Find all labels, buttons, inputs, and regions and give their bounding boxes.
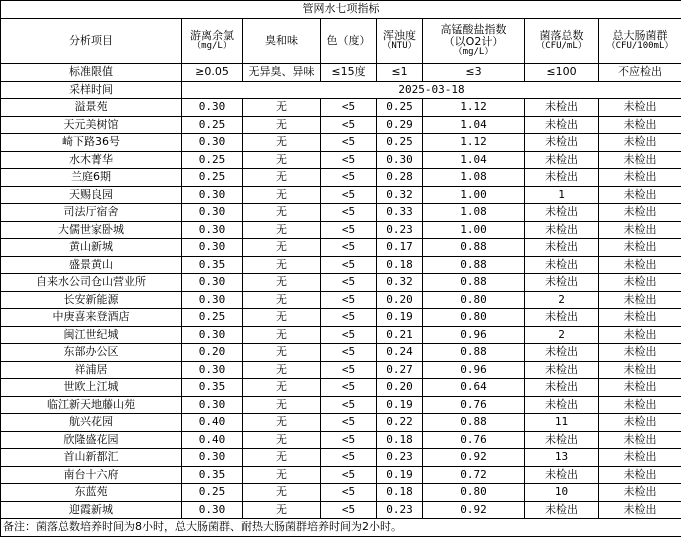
header-item: 分析项目 [1,19,182,64]
cod-value: 0.92 [423,449,525,467]
header-cod-sub: （以O2计） [443,35,504,49]
odor-value: 无 [243,116,321,134]
colony-value: 未检出 [525,379,599,397]
site-name: 东蓝苑 [1,484,182,502]
standard-chlorine: ≥0.05 [182,64,243,82]
coliform-value: 未检出 [599,484,681,502]
cod-value: 0.88 [423,414,525,432]
odor-value: 无 [243,501,321,519]
table-row [1,169,681,187]
turbidity-value: 0.23 [377,501,423,519]
turbidity-value: 0.33 [377,204,423,222]
standard-row [1,64,681,82]
colony-value: 未检出 [525,466,599,484]
site-name: 兰庭6期 [1,169,182,187]
site-name: 航兴花园 [1,414,182,432]
site-name: 东部办公区 [1,344,182,362]
chlorine-value: 0.25 [182,309,243,327]
coliform-value: 未检出 [599,361,681,379]
title-row [1,1,681,19]
cod-value: 0.88 [423,256,525,274]
table-row [1,449,681,467]
turbidity-value: 0.25 [377,134,423,152]
cod-value: 0.64 [423,379,525,397]
site-name: 欣隆盛花园 [1,431,182,449]
chlorine-value: 0.30 [182,221,243,239]
color-value: <5 [321,151,377,169]
turbidity-value: 0.21 [377,326,423,344]
colony-value: 未检出 [525,396,599,414]
odor-value: 无 [243,134,321,152]
color-value: <5 [321,326,377,344]
turbidity-value: 0.30 [377,151,423,169]
chlorine-value: 0.35 [182,466,243,484]
colony-value: 1 [525,186,599,204]
site-name: 盛景黄山 [1,256,182,274]
cod-value: 0.76 [423,396,525,414]
odor-value: 无 [243,291,321,309]
odor-value: 无 [243,466,321,484]
chlorine-value: 0.30 [182,326,243,344]
table-row [1,239,681,257]
table-row [1,361,681,379]
colony-value: 未检出 [525,221,599,239]
color-value: <5 [321,134,377,152]
odor-value: 无 [243,379,321,397]
coliform-value: 未检出 [599,204,681,222]
coliform-value: 未检出 [599,344,681,362]
turbidity-value: 0.32 [377,186,423,204]
table-row [1,379,681,397]
coliform-value: 未检出 [599,379,681,397]
chlorine-value: 0.30 [182,449,243,467]
chlorine-value: 0.30 [182,361,243,379]
odor-value: 无 [243,431,321,449]
colony-value: 2 [525,326,599,344]
table-note: 备注：菌落总数培养时间为8小时，总大肠菌群、耐热大肠菌群培养时间为2小时。 [1,519,681,537]
standard-turbidity: ≤1 [377,64,423,82]
site-name: 闽江世纪城 [1,326,182,344]
chlorine-value: 0.30 [182,99,243,117]
standard-coliform: 不应检出 [599,64,681,82]
cod-value: 1.12 [423,99,525,117]
chlorine-value: 0.30 [182,239,243,257]
colony-value: 未检出 [525,501,599,519]
sampling-label: 采样时间 [1,82,182,99]
table-row [1,99,681,117]
color-value: <5 [321,449,377,467]
coliform-value: 未检出 [599,466,681,484]
colony-value: 未检出 [525,344,599,362]
colony-value: 未检出 [525,256,599,274]
site-name: 水木菁华 [1,151,182,169]
cod-value: 0.80 [423,484,525,502]
coliform-value: 未检出 [599,309,681,327]
coliform-value: 未检出 [599,501,681,519]
colony-value: 13 [525,449,599,467]
header-coliform [599,19,681,64]
cod-value: 0.72 [423,466,525,484]
turbidity-value: 0.23 [377,449,423,467]
turbidity-value: 0.19 [377,309,423,327]
table-row [1,484,681,502]
odor-value: 无 [243,239,321,257]
turbidity-value: 0.24 [377,344,423,362]
header-chlorine-unit: （mg/L） [192,41,232,52]
table-row [1,274,681,292]
turbidity-value: 0.20 [377,379,423,397]
chlorine-value: 0.30 [182,501,243,519]
color-value: <5 [321,221,377,239]
coliform-value: 未检出 [599,239,681,257]
coliform-value: 未检出 [599,291,681,309]
header-colony-name: 菌落总数 [539,29,584,42]
site-name: 自来水公司仓山营业所 [1,274,182,292]
note-row [1,519,681,537]
coliform-value: 未检出 [599,99,681,117]
colony-value: 2 [525,291,599,309]
turbidity-value: 0.18 [377,431,423,449]
turbidity-value: 0.18 [377,256,423,274]
chlorine-value: 0.30 [182,291,243,309]
table-row [1,396,681,414]
color-value: <5 [321,239,377,257]
turbidity-value: 0.20 [377,291,423,309]
odor-value: 无 [243,449,321,467]
colony-value: 未检出 [525,361,599,379]
colony-value: 11 [525,414,599,432]
color-value: <5 [321,99,377,117]
colony-value: 未检出 [525,169,599,187]
header-turbidity-unit: （NTU） [382,41,417,52]
colony-value: 未检出 [525,134,599,152]
table-row [1,309,681,327]
header-color: 色（度） [321,19,377,64]
turbidity-value: 0.25 [377,99,423,117]
table-row [1,431,681,449]
site-name: 天元美树馆 [1,116,182,134]
colony-value: 未检出 [525,116,599,134]
chlorine-value: 0.25 [182,151,243,169]
header-colony-unit: （CFU/mL） [536,41,587,52]
table-row [1,151,681,169]
color-value: <5 [321,379,377,397]
sampling-date: 2025-03-18 [182,82,681,99]
chlorine-value: 0.25 [182,169,243,187]
coliform-value: 未检出 [599,414,681,432]
colony-value: 未检出 [525,204,599,222]
chlorine-value: 0.35 [182,256,243,274]
header-colony [525,19,599,64]
color-value: <5 [321,186,377,204]
cod-value: 0.88 [423,344,525,362]
site-name: 临江新天地藤山苑 [1,396,182,414]
cod-value: 0.76 [423,431,525,449]
chlorine-value: 0.25 [182,484,243,502]
cod-value: 0.80 [423,291,525,309]
cod-value: 1.08 [423,204,525,222]
site-name: 大儒世家卧城 [1,221,182,239]
color-value: <5 [321,501,377,519]
odor-value: 无 [243,169,321,187]
turbidity-value: 0.22 [377,414,423,432]
cod-value: 0.92 [423,501,525,519]
cod-value: 0.96 [423,326,525,344]
table-row [1,501,681,519]
odor-value: 无 [243,484,321,502]
turbidity-value: 0.28 [377,169,423,187]
site-name: 司法厅宿舍 [1,204,182,222]
header-chlorine-name: 游离余氯 [190,29,234,42]
chlorine-value: 0.30 [182,274,243,292]
site-name: 溢景苑 [1,99,182,117]
table-row [1,186,681,204]
cod-value: 0.88 [423,274,525,292]
standard-colony: ≤100 [525,64,599,82]
standard-odor: 无异臭、异味 [243,64,321,82]
standard-color: ≤15度 [321,64,377,82]
header-turbidity [377,19,423,64]
site-name: 长安新能源 [1,291,182,309]
color-value: <5 [321,274,377,292]
table-title: 管网水七项指标 [1,1,681,19]
odor-value: 无 [243,256,321,274]
turbidity-value: 0.19 [377,466,423,484]
chlorine-value: 0.40 [182,414,243,432]
cod-value: 1.04 [423,116,525,134]
coliform-value: 未检出 [599,169,681,187]
table-row [1,466,681,484]
coliform-value: 未检出 [599,449,681,467]
odor-value: 无 [243,204,321,222]
header-coliform-unit: （CFU/100mL） [606,41,674,52]
table-row [1,414,681,432]
standard-label: 标准限值 [1,64,182,82]
odor-value: 无 [243,344,321,362]
color-value: <5 [321,431,377,449]
odor-value: 无 [243,274,321,292]
cod-value: 1.00 [423,221,525,239]
color-value: <5 [321,414,377,432]
coliform-value: 未检出 [599,431,681,449]
site-name: 迎霞新城 [1,501,182,519]
chlorine-value: 0.35 [182,379,243,397]
color-value: <5 [321,344,377,362]
coliform-value: 未检出 [599,326,681,344]
turbidity-value: 0.29 [377,116,423,134]
table-row [1,256,681,274]
color-value: <5 [321,169,377,187]
table-row [1,204,681,222]
odor-value: 无 [243,309,321,327]
odor-value: 无 [243,151,321,169]
turbidity-value: 0.32 [377,274,423,292]
colony-value: 未检出 [525,99,599,117]
site-name: 黄山新城 [1,239,182,257]
colony-value: 未检出 [525,151,599,169]
chlorine-value: 0.40 [182,431,243,449]
chlorine-value: 0.30 [182,204,243,222]
coliform-value: 未检出 [599,186,681,204]
chlorine-value: 0.30 [182,396,243,414]
coliform-value: 未检出 [599,256,681,274]
table-row [1,116,681,134]
header-cod [423,19,525,64]
header-chlorine [182,19,243,64]
site-name: 首山新都汇 [1,449,182,467]
site-name: 天赐良园 [1,186,182,204]
header-odor: 臭和味 [243,19,321,64]
coliform-value: 未检出 [599,134,681,152]
coliform-value: 未检出 [599,396,681,414]
cod-value: 0.88 [423,239,525,257]
site-name: 祥浦居 [1,361,182,379]
colony-value: 10 [525,484,599,502]
turbidity-value: 0.17 [377,239,423,257]
header-turbidity-name: 浑浊度 [383,29,416,42]
odor-value: 无 [243,221,321,239]
color-value: <5 [321,291,377,309]
table-row [1,134,681,152]
odor-value: 无 [243,361,321,379]
header-coliform-name: 总大肠菌群 [612,29,668,42]
site-name: 南台十六府 [1,466,182,484]
cod-value: 0.80 [423,309,525,327]
colony-value: 未检出 [525,309,599,327]
coliform-value: 未检出 [599,151,681,169]
cod-value: 1.12 [423,134,525,152]
color-value: <5 [321,361,377,379]
color-value: <5 [321,204,377,222]
site-name: 中庚喜来登酒店 [1,309,182,327]
color-value: <5 [321,309,377,327]
table-row [1,344,681,362]
header-cod-unit: （mg/L） [453,47,494,58]
sampling-row [1,82,681,99]
odor-value: 无 [243,414,321,432]
site-name: 世欧上江城 [1,379,182,397]
odor-value: 无 [243,326,321,344]
header-row [1,19,681,64]
standard-cod: ≤3 [423,64,525,82]
colony-value: 未检出 [525,431,599,449]
turbidity-value: 0.19 [377,396,423,414]
color-value: <5 [321,116,377,134]
table-row [1,291,681,309]
coliform-value: 未检出 [599,116,681,134]
odor-value: 无 [243,396,321,414]
turbidity-value: 0.23 [377,221,423,239]
cod-value: 1.00 [423,186,525,204]
color-value: <5 [321,484,377,502]
turbidity-value: 0.27 [377,361,423,379]
colony-value: 未检出 [525,239,599,257]
header-cod-name: 高锰酸盐指数 [440,22,507,36]
site-name: 崎下路36号 [1,134,182,152]
chlorine-value: 0.25 [182,116,243,134]
color-value: <5 [321,396,377,414]
cod-value: 1.04 [423,151,525,169]
chlorine-value: 0.20 [182,344,243,362]
coliform-value: 未检出 [599,274,681,292]
colony-value: 未检出 [525,274,599,292]
odor-value: 无 [243,99,321,117]
chlorine-value: 0.30 [182,186,243,204]
coliform-value: 未检出 [599,221,681,239]
table-row [1,326,681,344]
color-value: <5 [321,256,377,274]
chlorine-value: 0.30 [182,134,243,152]
color-value: <5 [321,466,377,484]
cod-value: 1.08 [423,169,525,187]
cod-value: 0.96 [423,361,525,379]
turbidity-value: 0.18 [377,484,423,502]
table-row [1,221,681,239]
odor-value: 无 [243,186,321,204]
